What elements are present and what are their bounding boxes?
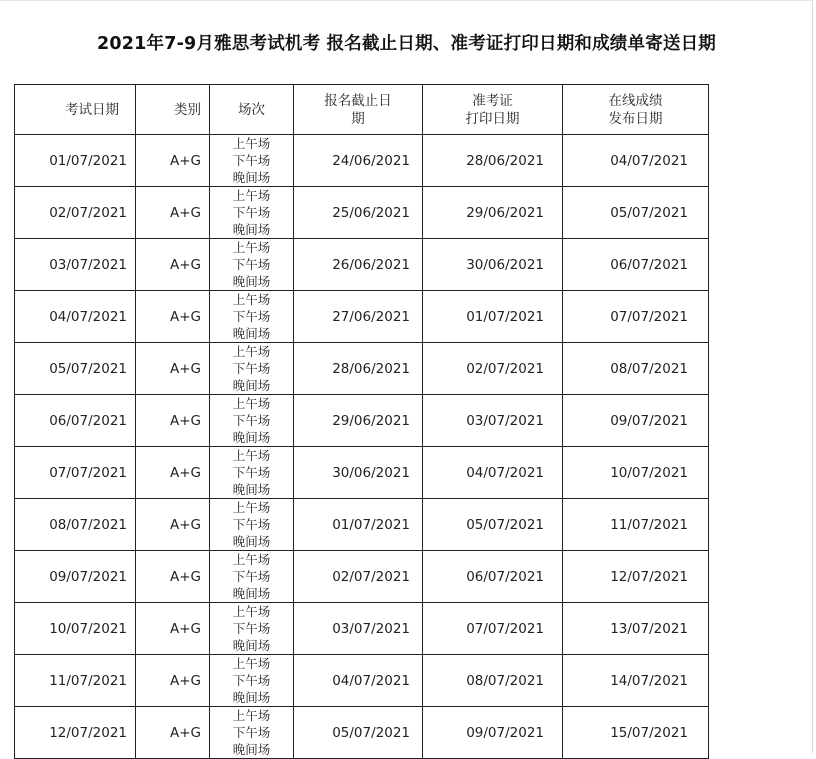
header-session: 场次 (210, 85, 294, 135)
cell-type: A+G (136, 291, 210, 343)
cell-results-date: 15/07/2021 (563, 707, 709, 759)
cell-exam-date: 05/07/2021 (15, 343, 136, 395)
session-label: 下午场 (232, 153, 271, 168)
cell-type: A+G (136, 187, 210, 239)
session-label: 上午场 (232, 708, 271, 723)
cell-results-date: 11/07/2021 (563, 499, 709, 551)
header-type: 类别 (136, 85, 210, 135)
cell-exam-date: 03/07/2021 (15, 239, 136, 291)
cell-exam-date: 01/07/2021 (15, 135, 136, 187)
cell-type: A+G (136, 447, 210, 499)
table-row (15, 343, 709, 395)
session-label: 上午场 (232, 292, 271, 307)
table-row (15, 135, 709, 187)
table-row (15, 447, 709, 499)
cell-admission-date: 07/07/2021 (423, 603, 563, 655)
table-row (15, 187, 709, 239)
cell-sessions (210, 603, 294, 655)
table-body (15, 135, 709, 759)
cell-reg-deadline: 24/06/2021 (294, 135, 423, 187)
cell-admission-date: 08/07/2021 (423, 655, 563, 707)
cell-reg-deadline: 04/07/2021 (294, 655, 423, 707)
cell-exam-date: 06/07/2021 (15, 395, 136, 447)
session-label: 晚间场 (232, 482, 271, 497)
cell-results-date: 09/07/2021 (563, 395, 709, 447)
cell-sessions (210, 239, 294, 291)
header-results-line: 发布日期 (608, 110, 663, 127)
table-row (15, 499, 709, 551)
header-results-line: 在线成绩 (608, 92, 663, 109)
cell-sessions (210, 187, 294, 239)
session-label: 晚间场 (232, 586, 271, 601)
cell-sessions (210, 291, 294, 343)
cell-reg-deadline: 25/06/2021 (294, 187, 423, 239)
cell-admission-date: 03/07/2021 (423, 395, 563, 447)
cell-exam-date: 07/07/2021 (15, 447, 136, 499)
session-label: 晚间场 (232, 430, 271, 445)
cell-type: A+G (136, 551, 210, 603)
header-admission-line: 打印日期 (465, 110, 520, 127)
cell-results-date: 06/07/2021 (563, 239, 709, 291)
cell-reg-deadline: 02/07/2021 (294, 551, 423, 603)
table-row (15, 395, 709, 447)
session-label: 下午场 (232, 205, 271, 220)
session-label: 下午场 (232, 309, 271, 324)
page-title: 2021年7-9月雅思考试机考 报名截止日期、准考证打印日期和成绩单寄送日期 (96, 34, 716, 54)
table-row (15, 707, 709, 759)
cell-results-date: 08/07/2021 (563, 343, 709, 395)
table-row (15, 551, 709, 603)
cell-exam-date: 04/07/2021 (15, 291, 136, 343)
header-reg-deadline (294, 85, 423, 135)
session-label: 上午场 (232, 136, 271, 151)
cell-results-date: 05/07/2021 (563, 187, 709, 239)
cell-admission-date: 06/07/2021 (423, 551, 563, 603)
session-label: 下午场 (232, 621, 271, 636)
session-label: 上午场 (232, 552, 271, 567)
cell-reg-deadline: 05/07/2021 (294, 707, 423, 759)
cell-exam-date: 10/07/2021 (15, 603, 136, 655)
session-label: 上午场 (232, 240, 271, 255)
cell-sessions (210, 551, 294, 603)
cell-admission-date: 04/07/2021 (423, 447, 563, 499)
session-label: 上午场 (232, 344, 271, 359)
session-label: 下午场 (232, 569, 271, 584)
cell-exam-date: 12/07/2021 (15, 707, 136, 759)
table-row (15, 655, 709, 707)
cell-admission-date: 01/07/2021 (423, 291, 563, 343)
table-row (15, 291, 709, 343)
table-row (15, 239, 709, 291)
cell-sessions (210, 707, 294, 759)
header-reg-deadline-line: 报名截止日 (324, 92, 392, 109)
session-label: 晚间场 (232, 274, 271, 289)
cell-results-date: 10/07/2021 (563, 447, 709, 499)
cell-reg-deadline: 28/06/2021 (294, 343, 423, 395)
cell-exam-date: 08/07/2021 (15, 499, 136, 551)
cell-type: A+G (136, 707, 210, 759)
cell-sessions (210, 499, 294, 551)
table-header-row (15, 85, 709, 135)
header-results (563, 85, 709, 135)
session-label: 晚间场 (232, 742, 271, 757)
cell-type: A+G (136, 499, 210, 551)
cell-type: A+G (136, 343, 210, 395)
table-row (15, 603, 709, 655)
cell-type: A+G (136, 395, 210, 447)
cell-type: A+G (136, 603, 210, 655)
cell-reg-deadline: 29/06/2021 (294, 395, 423, 447)
cell-admission-date: 09/07/2021 (423, 707, 563, 759)
cell-reg-deadline: 26/06/2021 (294, 239, 423, 291)
cell-reg-deadline: 30/06/2021 (294, 447, 423, 499)
session-label: 晚间场 (232, 170, 271, 185)
session-label: 上午场 (232, 188, 271, 203)
cell-sessions (210, 343, 294, 395)
header-admission (423, 85, 563, 135)
session-label: 下午场 (232, 517, 271, 532)
session-label: 晚间场 (232, 534, 271, 549)
cell-results-date: 04/07/2021 (563, 135, 709, 187)
cell-reg-deadline: 03/07/2021 (294, 603, 423, 655)
cell-exam-date: 02/07/2021 (15, 187, 136, 239)
cell-admission-date: 28/06/2021 (423, 135, 563, 187)
cell-sessions (210, 395, 294, 447)
session-label: 下午场 (232, 361, 271, 376)
session-label: 上午场 (232, 500, 271, 515)
session-label: 上午场 (232, 448, 271, 463)
header-exam-date: 考试日期 (15, 85, 136, 135)
cell-reg-deadline: 01/07/2021 (294, 499, 423, 551)
cell-results-date: 07/07/2021 (563, 291, 709, 343)
cell-type: A+G (136, 655, 210, 707)
session-label: 下午场 (232, 673, 271, 688)
cell-results-date: 12/07/2021 (563, 551, 709, 603)
header-reg-deadline-line: 期 (351, 110, 365, 127)
session-label: 上午场 (232, 656, 271, 671)
session-label: 下午场 (232, 257, 271, 272)
cell-admission-date: 05/07/2021 (423, 499, 563, 551)
cell-admission-date: 02/07/2021 (423, 343, 563, 395)
session-label: 下午场 (232, 725, 271, 740)
session-label: 晚间场 (232, 378, 271, 393)
exam-schedule-table (14, 84, 709, 759)
cell-type: A+G (136, 135, 210, 187)
session-label: 下午场 (232, 465, 271, 480)
session-label: 下午场 (232, 413, 271, 428)
session-label: 晚间场 (232, 326, 271, 341)
cell-reg-deadline: 27/06/2021 (294, 291, 423, 343)
session-label: 晚间场 (232, 690, 271, 705)
cell-type: A+G (136, 239, 210, 291)
session-label: 上午场 (232, 604, 271, 619)
cell-results-date: 14/07/2021 (563, 655, 709, 707)
cell-admission-date: 30/06/2021 (423, 239, 563, 291)
header-admission-line: 准考证 (472, 92, 513, 109)
cell-sessions (210, 655, 294, 707)
cell-sessions (210, 135, 294, 187)
cell-exam-date: 09/07/2021 (15, 551, 136, 603)
session-label: 晚间场 (232, 638, 271, 653)
cell-sessions (210, 447, 294, 499)
cell-admission-date: 29/06/2021 (423, 187, 563, 239)
session-label: 上午场 (232, 396, 271, 411)
cell-results-date: 13/07/2021 (563, 603, 709, 655)
session-label: 晚间场 (232, 222, 271, 237)
cell-exam-date: 11/07/2021 (15, 655, 136, 707)
